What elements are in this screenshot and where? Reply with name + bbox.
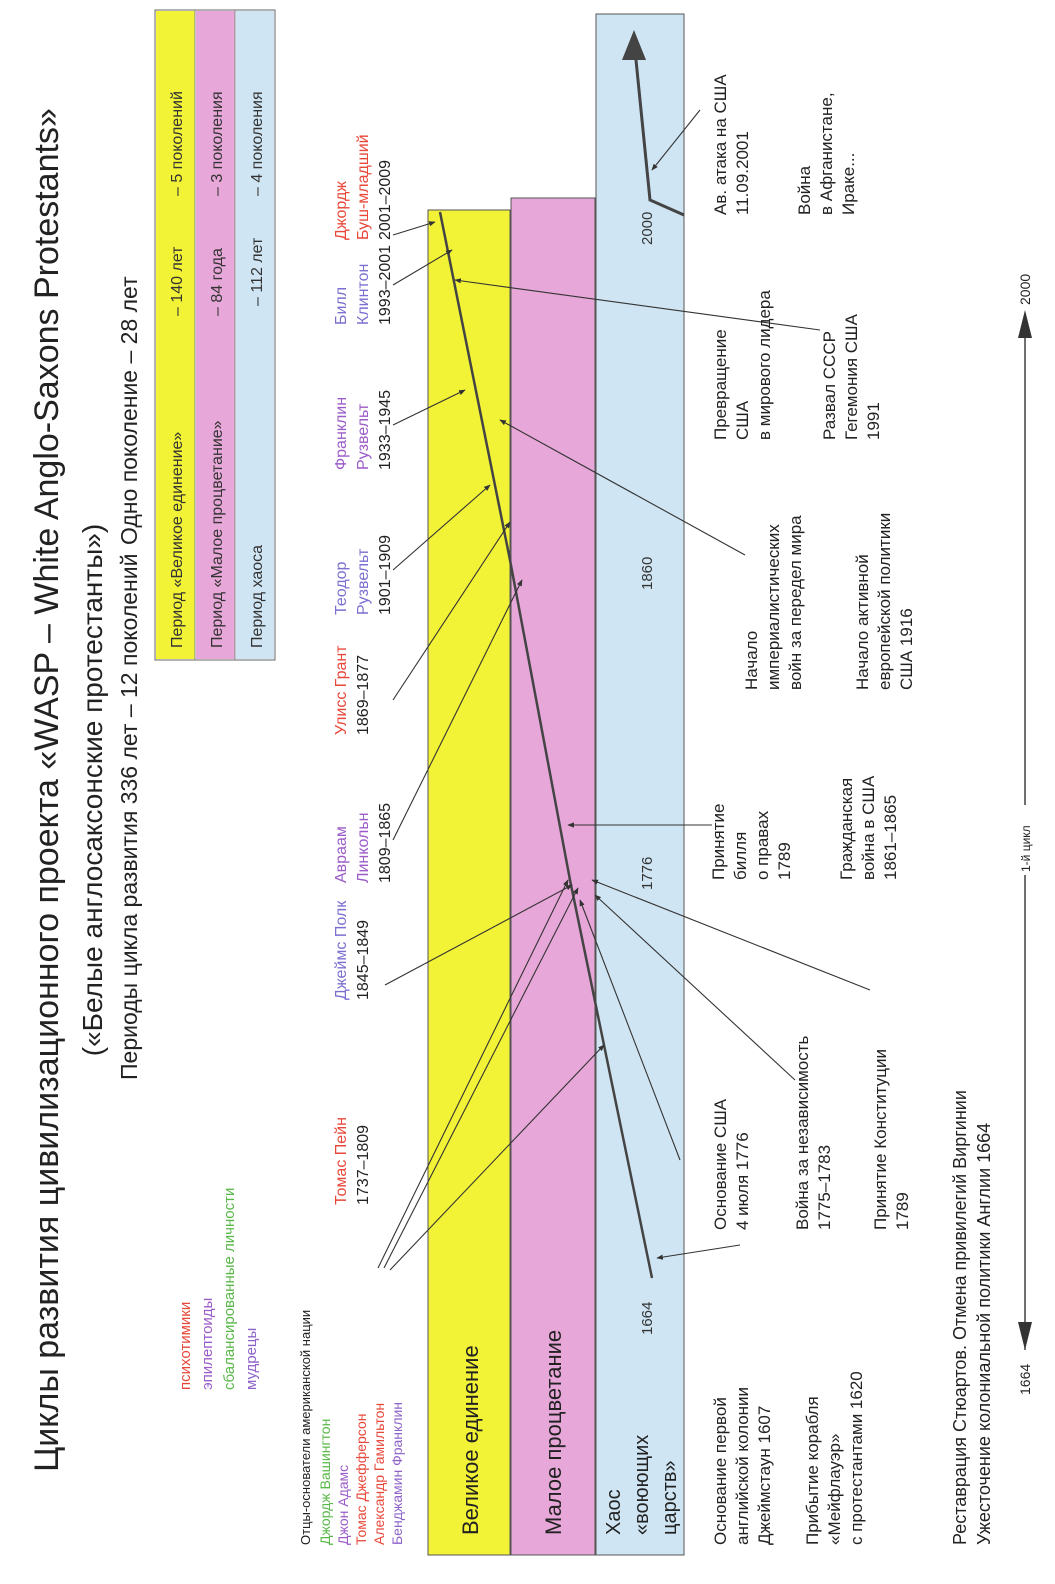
founder-jefferson: Томас Джефферсон	[353, 1413, 369, 1545]
event-attack-1: Ав. атака на США	[711, 74, 730, 215]
event-attack-2: 11.09.2001	[733, 131, 752, 215]
timeline-cycle-label: 1-й цикл	[1019, 825, 1033, 872]
title-line2: («Белые англосаксонские протестанты»)	[77, 523, 108, 1057]
type-sage: мудрецы	[243, 1327, 260, 1390]
legend-years-1: – 140 лет	[169, 246, 186, 316]
legend	[155, 10, 275, 660]
year-1664: 1664	[639, 1301, 656, 1335]
leader-lincoln-name1: Авраам	[333, 826, 350, 883]
legend-gen-1: – 5 поколений	[169, 91, 186, 196]
subtitle-periods: Периоды цикла развития 336 лет – 12 поколений	[116, 553, 142, 1080]
type-epileptoid: эпилептоиды	[199, 1297, 216, 1390]
title-block	[28, 108, 66, 1472]
event-bill-3: о правах	[753, 810, 772, 880]
type-balanced: сбалансированные личности	[221, 1187, 238, 1390]
leader-clinton-years: 1993–2001	[377, 244, 394, 325]
event-ussr-3: 1991	[864, 402, 883, 440]
leader-lincoln-name2: Линкольн	[355, 812, 372, 883]
event-ussr-1: Развал СССР	[820, 331, 839, 440]
event-leader-3: в мирового лидера	[755, 290, 774, 440]
founder-adams: Джон Адамс	[335, 1464, 351, 1545]
legend-label-3: Период хаоса	[249, 544, 266, 648]
title-line1: Циклы развития цивилизационного проекта «WASP – White Anglo-Saxons Protestants»	[28, 108, 66, 1472]
leader-clinton-name2: Клинтон	[355, 263, 372, 325]
founder-franklin: Бенджамин Франклин	[389, 1401, 405, 1545]
band-label-small-prosperity: Малое процветание	[541, 1329, 566, 1535]
timeline-end: 2000	[1017, 273, 1033, 305]
leader-troosevelt-name1: Теодор	[333, 561, 350, 615]
leader-polk-name: Джеймс Полк	[333, 900, 350, 1000]
legend-years-2: – 84 года	[209, 248, 226, 316]
event-mayflower-1: Прибытие корабля	[803, 1396, 822, 1545]
event-restoration-2: Ужесточение колониальной политики Англии 1664	[974, 1122, 994, 1545]
event-civil-war-3: 1861–1865	[881, 794, 900, 880]
events	[709, 74, 994, 1545]
founder-washington: Джордж Вашингтон	[317, 1418, 333, 1545]
timeline-axis	[1015, 274, 1035, 1395]
subtitle-generation: Одно поколение – 28 лет	[116, 276, 142, 545]
event-european-2: европейской политики	[875, 512, 894, 690]
legend-gen-3: – 4 поколения	[249, 91, 266, 196]
event-jamestown-3: Джеймстаун 1607	[755, 1405, 774, 1545]
leader-grant-name: Улисс Грант	[333, 645, 350, 735]
event-leader-2: США	[733, 400, 752, 440]
event-ussr-2: Гегемония США	[842, 314, 861, 440]
event-imperialist-3: войн за передел мира	[786, 515, 805, 690]
event-constitution-2: 1789	[893, 1192, 912, 1230]
event-mayflower-3: с протестантами 1620	[847, 1371, 866, 1545]
year-1776: 1776	[639, 856, 656, 890]
legend-label-1: Период «Великое единение»	[169, 431, 186, 648]
event-war-3: Ираке...	[839, 152, 858, 215]
leader-bush-name1: Джордж	[333, 180, 350, 240]
leader-clinton-name1: Билл	[333, 286, 350, 325]
legend-years-3: – 112 лет	[249, 237, 266, 306]
event-independence-2: 1775–1783	[815, 1144, 834, 1230]
event-bill-1: Принятие	[709, 803, 728, 880]
event-war-2: в Афганистане,	[817, 92, 836, 215]
event-civil-war-2: война в США	[859, 775, 878, 880]
band-label-chaos-3: царств»	[659, 1460, 681, 1535]
event-jamestown-1: Основание первой	[711, 1397, 730, 1545]
leader-froosevelt-name2: Рузвельт	[355, 403, 372, 470]
event-civil-war-1: Гражданская	[837, 777, 856, 880]
event-european-3: США 1916	[897, 608, 916, 690]
band-label-chaos-1: Хаос	[603, 1489, 625, 1535]
timeline-arrow-start	[1018, 1322, 1032, 1350]
leader-grant-years: 1869–1877	[355, 654, 372, 735]
leader-troosevelt-years: 1901–1909	[377, 534, 394, 615]
period-bands	[428, 14, 684, 1555]
founders-list	[298, 1310, 405, 1545]
founder-hamilton: Александр Гамильтон	[371, 1402, 387, 1545]
leader-lincoln-years: 1809–1865	[377, 802, 394, 883]
leader-froosevelt-name1: Франклин	[333, 396, 350, 470]
timeline-arrow-end	[1018, 310, 1032, 338]
event-imperialist-2: империалистических	[764, 524, 783, 690]
leader-troosevelt-name2: Рузвельт	[355, 548, 372, 615]
event-imperialist-1: Начало	[742, 630, 761, 690]
event-bill-2: билля	[731, 831, 750, 880]
leader-paine-years: 1737–1809	[355, 1124, 372, 1205]
event-war-1: Война	[795, 165, 814, 215]
legend-label-2: Период «Малое процветание»	[209, 420, 226, 648]
legend-gen-2: – 3 поколения	[209, 91, 226, 196]
event-founding-2: 4 июля 1776	[733, 1132, 752, 1230]
event-restoration-1: Реставрация Стюартов. Отмена привилегий Виргинии	[950, 1090, 970, 1545]
band-label-chaos-2: «воюющих	[631, 1434, 653, 1535]
leader-froosevelt-years: 1933–1945	[377, 389, 394, 470]
founders-heading: Отцы-основатели американской нации	[298, 1309, 313, 1545]
leader-bush-years: 2001–2009	[377, 159, 394, 240]
leaders	[333, 134, 394, 1205]
event-bill-4: 1789	[775, 842, 794, 880]
event-constitution-1: Принятие Конституции	[871, 1049, 890, 1230]
leader-polk-years: 1845–1849	[355, 919, 372, 1000]
year-2000: 2000	[639, 211, 656, 245]
event-european-1: Начало активной	[853, 554, 872, 690]
event-jamestown-2: английской колонии	[733, 1386, 752, 1545]
leader-paine-name: Томас Пейн	[333, 1117, 350, 1205]
year-1860: 1860	[639, 556, 656, 590]
leader-bush-name2: Буш-младший	[355, 134, 372, 240]
event-founding-1: Основание США	[711, 1098, 730, 1230]
event-leader-1: Превращение	[711, 329, 730, 440]
event-mayflower-2: «Мейфлауэр»	[825, 1433, 844, 1545]
type-psychotimic: психотимики	[177, 1301, 194, 1390]
personality-types	[177, 1188, 260, 1390]
event-independence-1: Война за независимость	[793, 1035, 812, 1230]
timeline-start: 1664	[1017, 1363, 1033, 1395]
band-label-great-unity: Великое единение	[458, 1345, 483, 1535]
